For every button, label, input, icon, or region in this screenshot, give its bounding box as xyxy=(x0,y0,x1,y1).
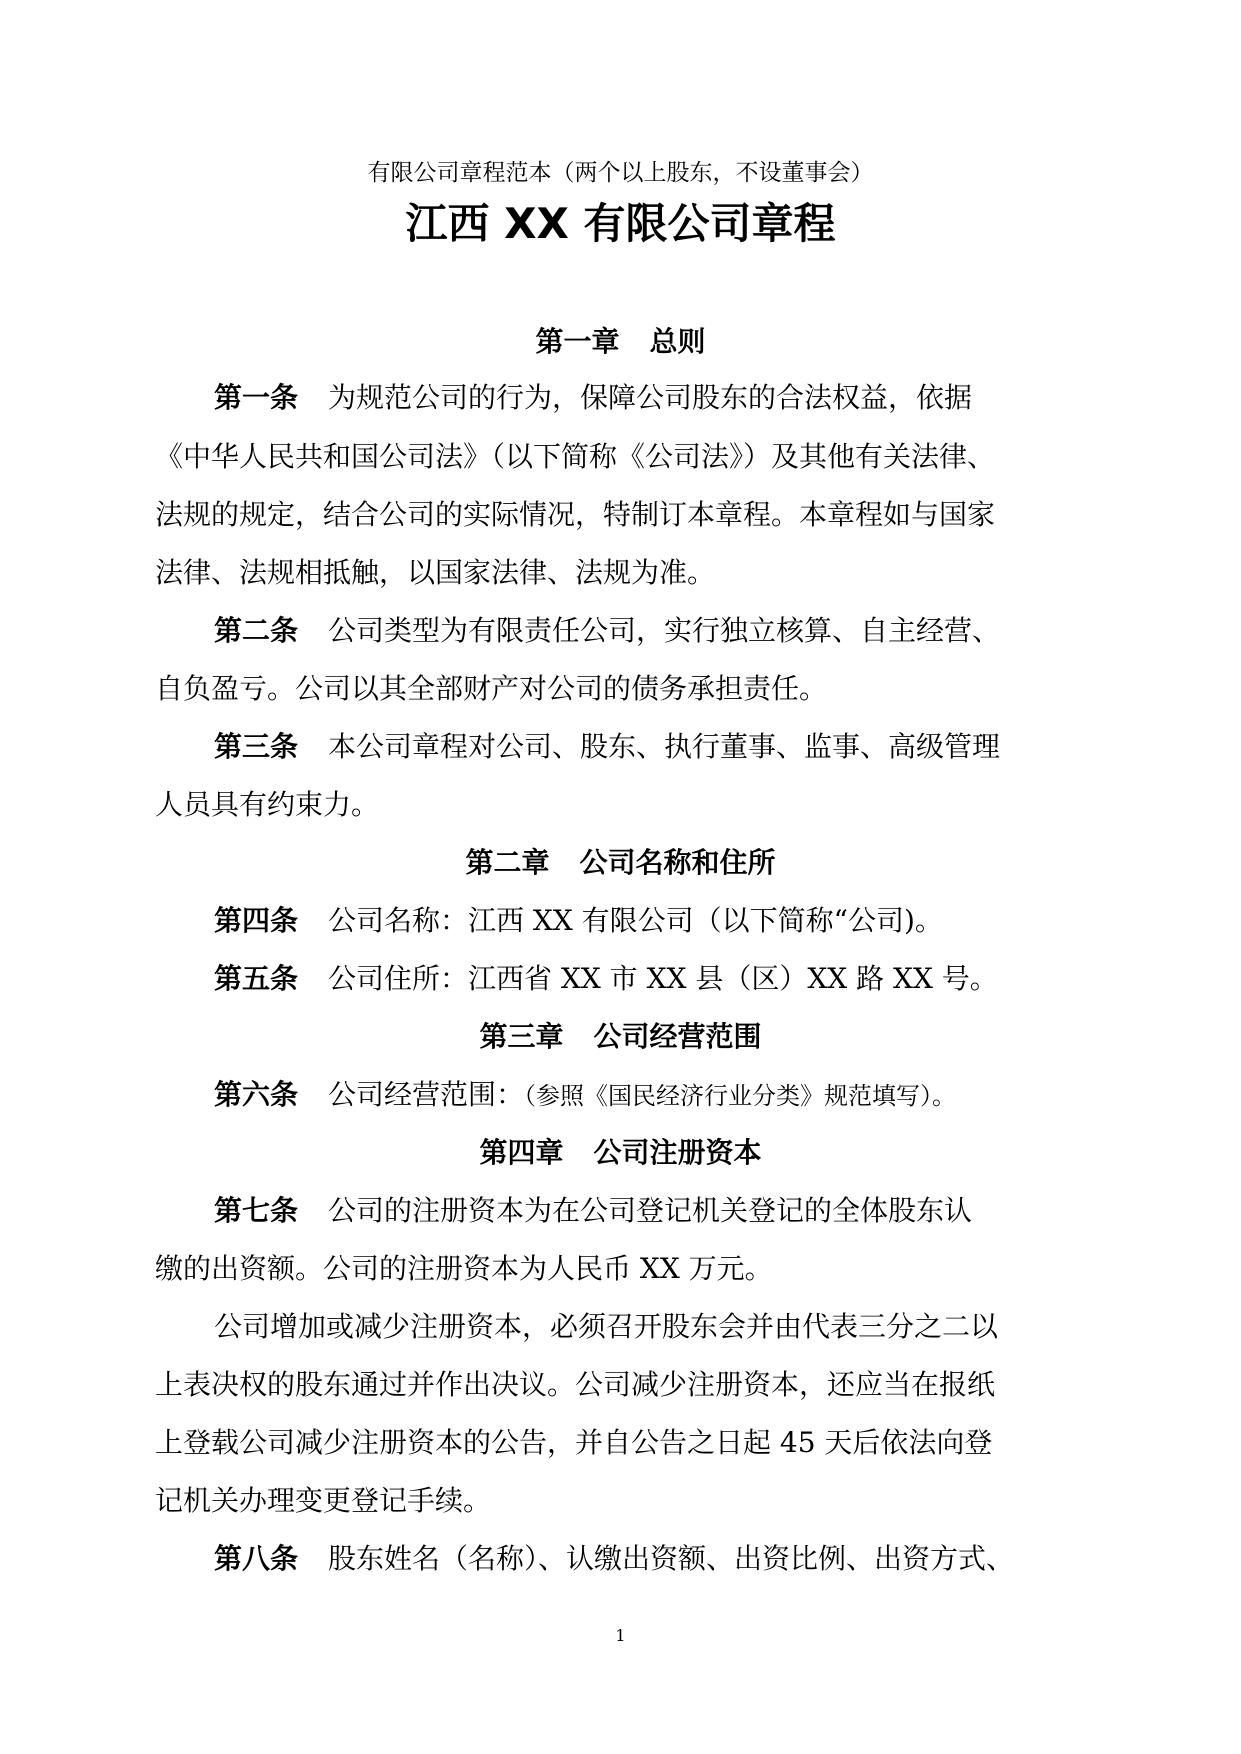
article-label: 第六条 xyxy=(214,1078,299,1111)
article-8-line-1 xyxy=(214,1539,1014,1579)
chapter-name: 总则 xyxy=(649,325,706,358)
article-text: 公司类型为有限责任公司，实行独立核算、自主经营、 xyxy=(328,614,1001,647)
article-7-para2-line-4: 记机关办理变更登记手续。 xyxy=(155,1484,492,1517)
chapter-name: 公司注册资本 xyxy=(593,1136,762,1169)
article-2-line-1 xyxy=(214,611,1000,651)
article-text: 公司住所：江西省 XX 市 XX 县（区）XX 路 XX 号。 xyxy=(328,962,998,995)
page-number: 1 xyxy=(615,1626,626,1645)
article-4-line-1 xyxy=(214,901,943,941)
chapter-1-heading xyxy=(0,322,1241,362)
article-1-line-4: 法律、法规相抵触，以国家法律、法规为准。 xyxy=(155,556,716,589)
article-text: 本公司章程对公司、股东、执行董事、监事、高级管理 xyxy=(328,730,1001,763)
article-3-line-1 xyxy=(214,727,1000,767)
article-1-line-2: 《中华人民共和国公司法》（以下简称《公司法》）及其他有关法律、 xyxy=(155,440,996,473)
article-7-para2-line-3: 上登载公司减少注册资本的公告，并自公告之日起 45 天后依法向登 xyxy=(155,1426,993,1459)
article-7-line-2: 缴的出资额。公司的注册资本为人民币 XX 万元。 xyxy=(155,1252,773,1285)
chapter-name: 公司经营范围 xyxy=(593,1020,762,1053)
chapter-name: 公司名称和住所 xyxy=(579,846,776,879)
article-text: 公司的注册资本为在公司登记机关登记的全体股东认 xyxy=(328,1194,973,1227)
article-note: （参照《国民经济行业分类》规范填写）。 xyxy=(524,1082,957,1110)
article-label: 第七条 xyxy=(214,1194,299,1227)
document-title: 江西 XX 有限公司章程 xyxy=(405,199,836,248)
article-6-line-1 xyxy=(214,1075,956,1116)
chapter-number: 第三章 xyxy=(479,1020,564,1053)
chapter-3-heading xyxy=(0,1017,1241,1057)
article-1-line-3: 法规的规定，结合公司的实际情况，特制订本章程。本章程如与国家 xyxy=(155,498,996,531)
article-2-line-2: 自负盈亏。公司以其全部财产对公司的债务承担责任。 xyxy=(155,672,828,705)
article-label: 第二条 xyxy=(214,614,299,647)
article-label: 第八条 xyxy=(214,1542,299,1575)
article-text: 股东姓名（名称）、认缴出资额、出资比例、出资方式、 xyxy=(328,1542,1015,1575)
article-label: 第四条 xyxy=(214,904,299,937)
article-text: 公司经营范围： xyxy=(328,1078,525,1111)
article-1-line-1 xyxy=(214,378,972,418)
article-7-para2-line-2: 上表决权的股东通过并作出决议。公司减少注册资本，还应当在报纸 xyxy=(155,1368,996,1401)
article-text: 公司名称：江西 XX 有限公司（以下简称“公司)。 xyxy=(328,904,943,937)
document-subtitle: 有限公司章程范本（两个以上股东，不设董事会） xyxy=(367,160,874,186)
chapter-number: 第二章 xyxy=(465,846,550,879)
article-7-para2-line-1: 公司增加或减少注册资本，必须召开股东会并由代表三分之二以 xyxy=(214,1310,999,1343)
article-text: 为规范公司的行为，保障公司股东的合法权益，依据 xyxy=(328,381,973,414)
chapter-number: 第四章 xyxy=(479,1136,564,1169)
article-5-line-1 xyxy=(214,959,998,999)
article-7-line-1 xyxy=(214,1191,972,1231)
article-label: 第五条 xyxy=(214,962,299,995)
article-3-line-2: 人员具有约束力。 xyxy=(155,788,380,821)
article-label: 第三条 xyxy=(214,730,299,763)
chapter-4-heading xyxy=(0,1133,1241,1173)
chapter-number: 第一章 xyxy=(535,325,620,358)
chapter-2-heading xyxy=(0,843,1241,883)
article-label: 第一条 xyxy=(214,381,299,414)
